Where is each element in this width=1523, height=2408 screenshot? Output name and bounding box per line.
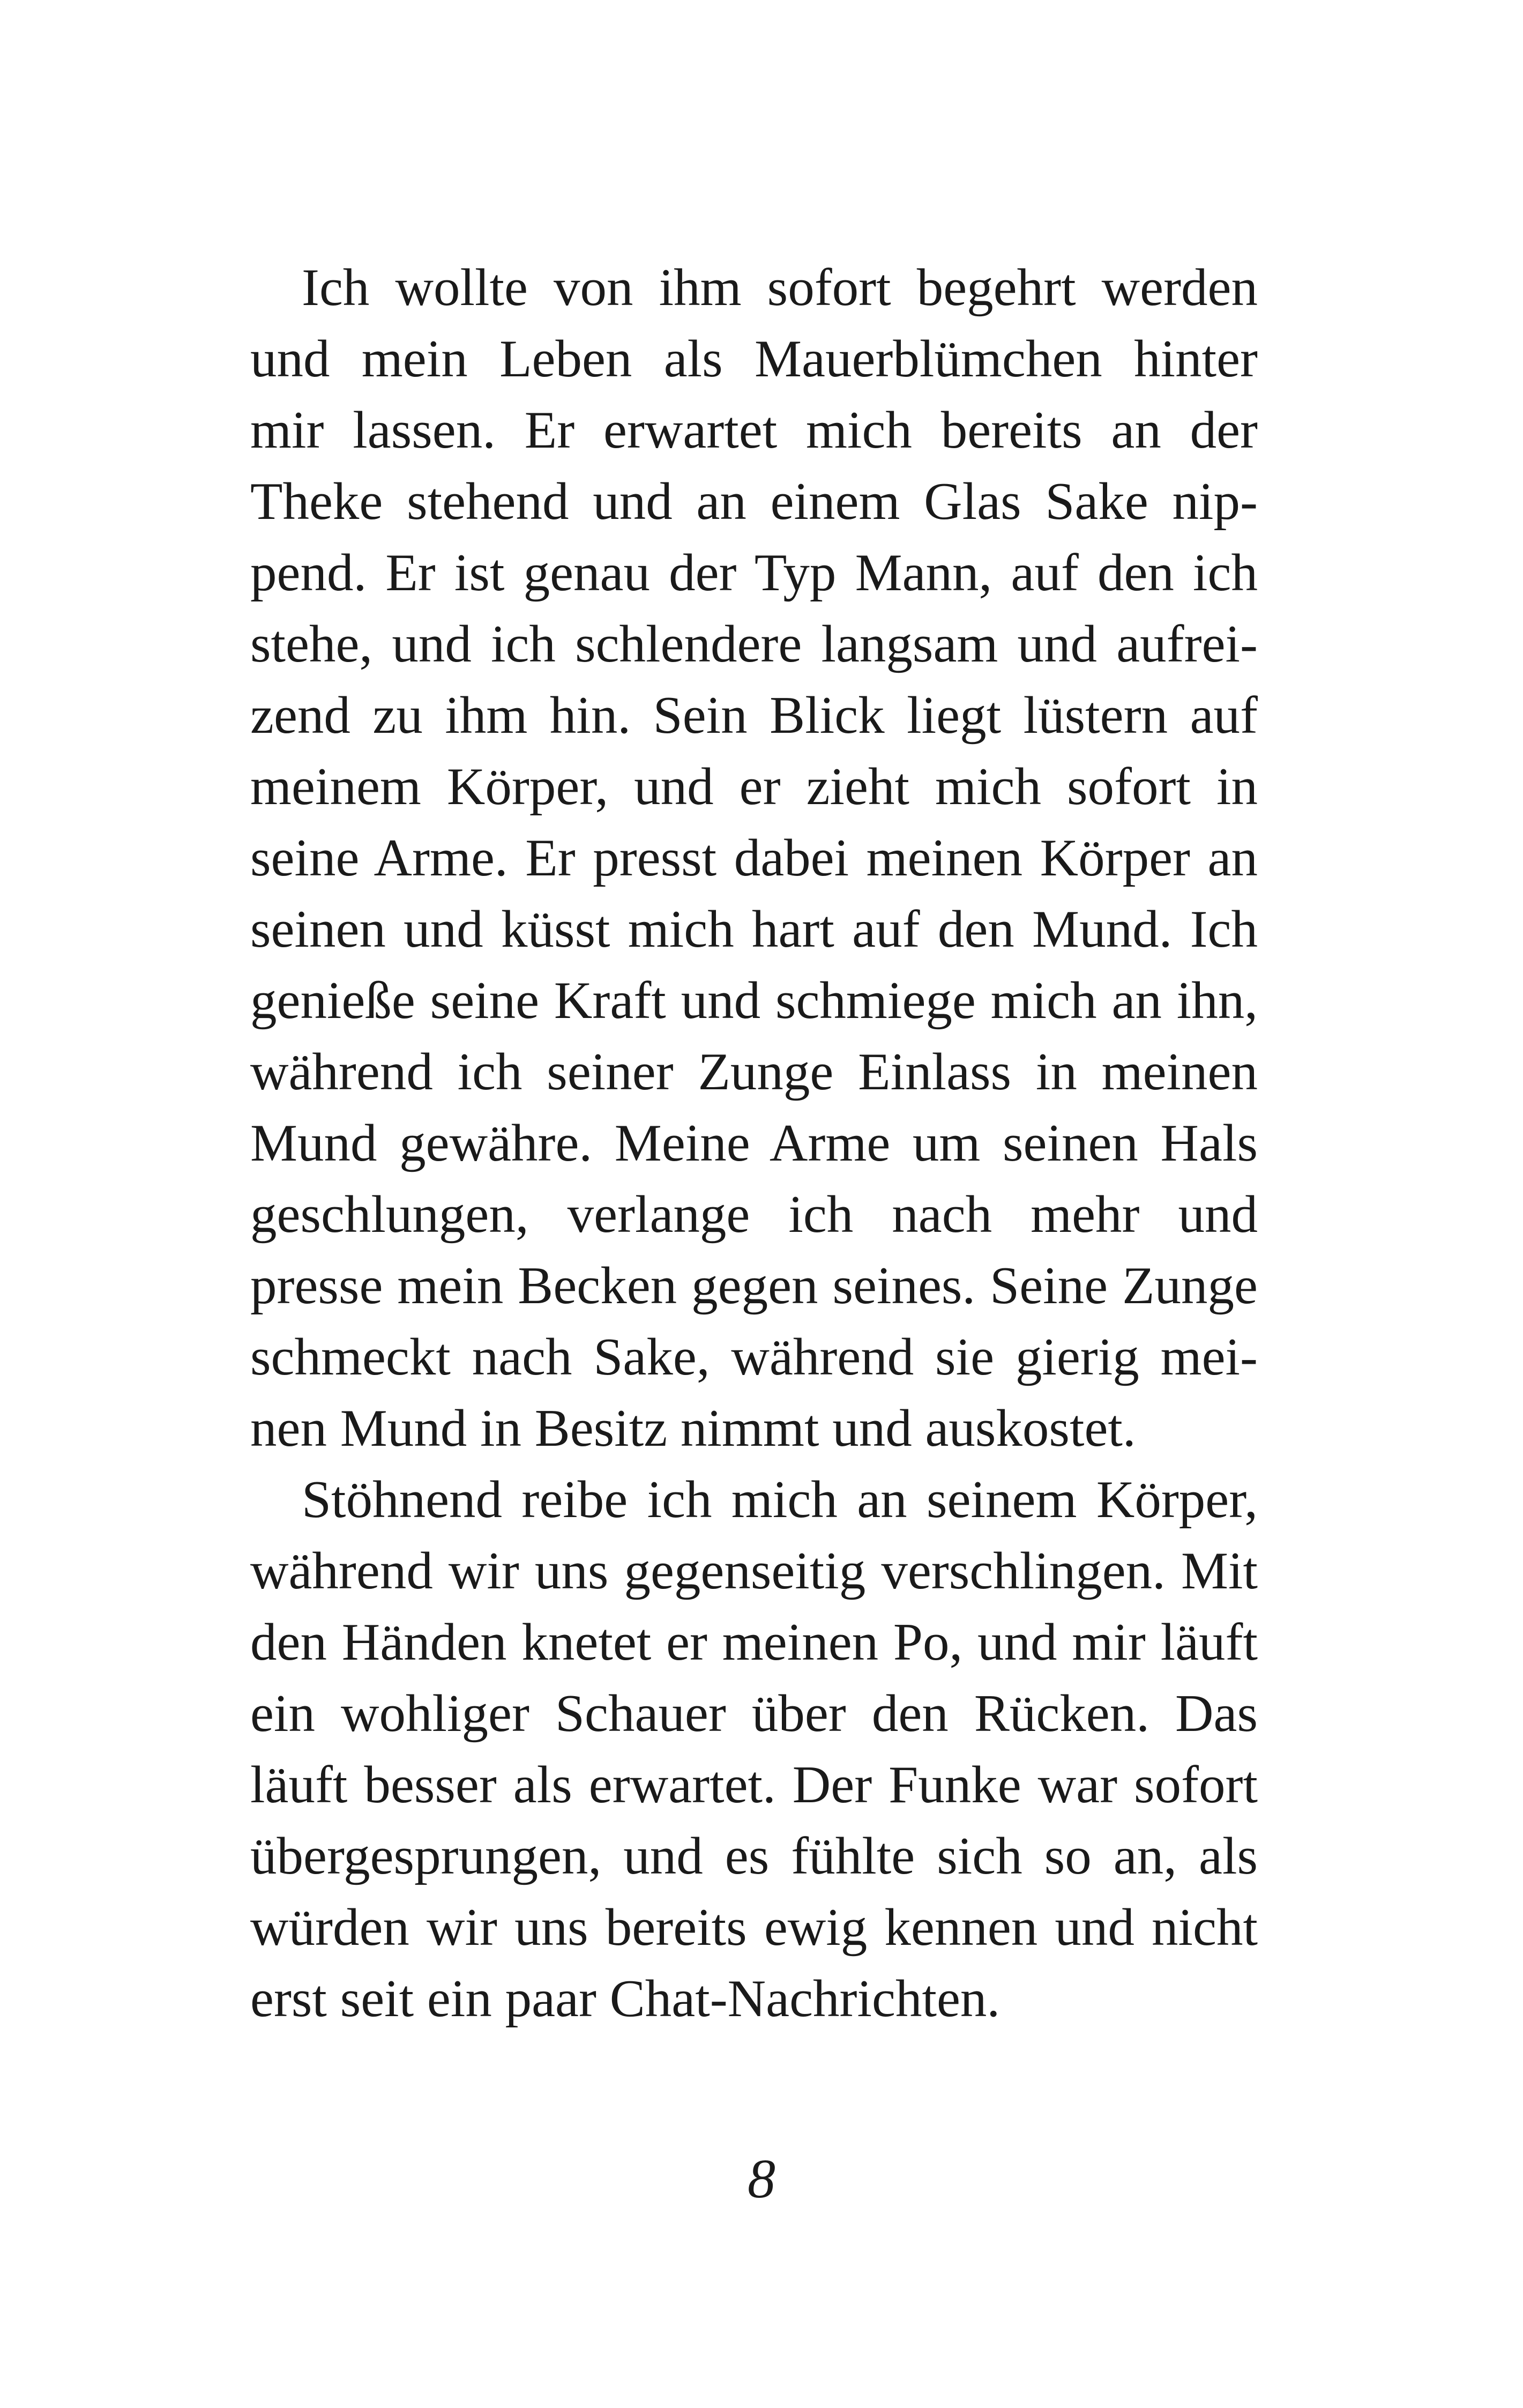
- text-line: zend zu ihm hin. Sein Blick liegt lüstern auf: [250, 686, 1258, 745]
- text-line: läuft besser als erwartet. Der Funke war sofort: [250, 1756, 1258, 1814]
- text-line: seinen und küsst mich hart auf den Mund. Ich: [250, 900, 1258, 958]
- text-line: den Händen knetet er meinen Po, und mir läuft: [250, 1613, 1258, 1671]
- text-line: pend. Er ist genau der Typ Mann, auf den ich: [250, 544, 1258, 602]
- body-text: [250, 252, 1258, 2034]
- text-line: geschlungen, verlange ich nach mehr und: [250, 1185, 1258, 1244]
- text-line: presse mein Becken gegen seines. Seine Zunge: [250, 1257, 1258, 1315]
- text-line: schmeckt nach Sake, während sie gierig mei-: [250, 1328, 1258, 1386]
- paragraph: [250, 1464, 1258, 2034]
- text-line: Theke stehend und an einem Glas Sake nip-: [250, 472, 1258, 531]
- text-line: stehe, und ich schlendere langsam und aufrei-: [250, 615, 1258, 673]
- text-line: während wir uns gegenseitig verschlingen. Mit: [250, 1542, 1258, 1600]
- text-line: würden wir uns bereits ewig kennen und nicht: [250, 1898, 1258, 1957]
- text-line: meinem Körper, und er zieht mich sofort in: [250, 757, 1258, 816]
- text-line: übergesprungen, und es fühlte sich so an, als: [250, 1827, 1258, 1885]
- page-number: 8: [748, 2148, 775, 2210]
- text-line: erst seit ein paar Chat-Nachrichten.: [250, 1969, 1001, 2028]
- text-line: nen Mund in Besitz nimmt und auskostet.: [250, 1399, 1136, 1458]
- text-line: Stöhnend reibe ich mich an seinem Körper,: [302, 1470, 1258, 1529]
- text-line: während ich seiner Zunge Einlass in meinen: [250, 1043, 1258, 1101]
- text-line: seine Arme. Er presst dabei meinen Körper an: [250, 829, 1258, 887]
- text-line: genieße seine Kraft und schmiege mich an ihn,: [250, 971, 1258, 1030]
- text-line: Mund gewähre. Meine Arme um seinen Hals: [250, 1114, 1258, 1172]
- text-line: und mein Leben als Mauerblümchen hinter: [250, 330, 1258, 388]
- text-line: Ich wollte von ihm sofort begehrt werden: [302, 258, 1258, 317]
- paragraph: [250, 252, 1258, 1464]
- text-line: mir lassen. Er erwartet mich bereits an der: [250, 401, 1258, 459]
- text-line: ein wohliger Schauer über den Rücken. Das: [250, 1684, 1258, 1743]
